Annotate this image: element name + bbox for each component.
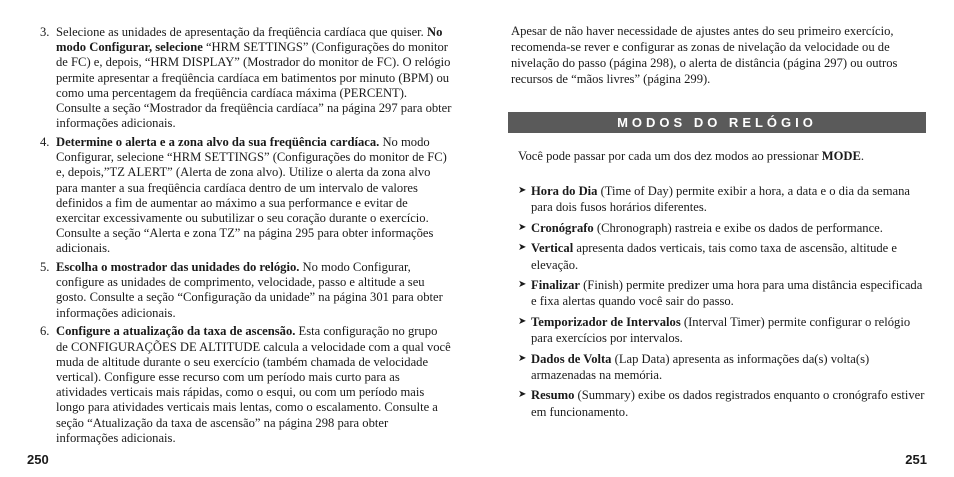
mode-description: (Chronograph) rastreia e exibe os dados de performance. bbox=[593, 220, 883, 235]
mode-name: Resumo bbox=[531, 388, 575, 403]
mode-description: (Interval Timer) permite configurar o relógio para exercícios por intervalos. bbox=[531, 314, 911, 346]
modes-intro-text: Você pode passar por cada um dos dez modos ao pressionar bbox=[518, 149, 822, 163]
mode-item bbox=[518, 387, 928, 420]
setup-steps-list bbox=[40, 25, 452, 449]
mode-description: (Lap Data) apresenta as informações da(s) volta(s) armazenadas na memória. bbox=[531, 351, 870, 383]
mode-description: apresenta dados verticais, tais como taxa de ascensão, altitude e elevação. bbox=[531, 241, 898, 272]
mode-item bbox=[518, 314, 928, 347]
step-number: 6. bbox=[40, 324, 50, 339]
section-title-banner: MODOS DO RELÓGIO bbox=[508, 112, 926, 133]
mode-item bbox=[518, 240, 928, 273]
page-number: 251 bbox=[905, 452, 927, 467]
step-text: Selecione as unidades de apresentação da freqüência cardíaca que quiser. bbox=[56, 25, 427, 39]
step-bold-phrase: No modo Configurar, selecione bbox=[56, 25, 443, 55]
step-number: 3. bbox=[40, 25, 50, 39]
mode-description: (Finish) permite predizer uma hora para uma distância especificada e fixa alertas quando você sair do passo. bbox=[531, 278, 923, 309]
page-number: 250 bbox=[27, 452, 49, 467]
mode-item bbox=[518, 351, 928, 384]
mode-item bbox=[518, 220, 928, 236]
arrow-bullet-icon: ➤ bbox=[518, 279, 527, 291]
arrow-bullet-icon: ➤ bbox=[518, 389, 527, 401]
step-number: 4. bbox=[40, 134, 50, 149]
step-heading: Determine o alerta e a zona alvo da sua freqüência cardíaca. bbox=[56, 134, 380, 149]
step-number: 5. bbox=[40, 260, 50, 275]
step-text: Esta configuração no grupo de CONFIGURAÇÕES DE ALTITUDE calcula a velocidade com a qual você muda de altitude durante o seu exercício (também chamada de velocidade vertical). Configure esse recurso com um período mais curto para as atividades verticais mais rápidas, como o esqui, ou com um período mais longo para atividades verticais mais lentas, como o escalamento. Consulte a seção “Atualização da taxa de ascensão” na página 298 para obter informações adicionais. bbox=[56, 324, 451, 445]
arrow-bullet-icon: ➤ bbox=[518, 185, 527, 196]
right-page bbox=[477, 0, 954, 477]
step-heading: Escolha o mostrador das unidades do relógio. bbox=[56, 260, 300, 275]
mode-button-label: MODE bbox=[821, 149, 861, 163]
arrow-bullet-icon: ➤ bbox=[518, 352, 527, 364]
mode-name: Hora do Dia bbox=[531, 184, 598, 198]
modes-intro-end: . bbox=[860, 149, 865, 163]
intro-paragraph: Apesar de não haver necessidade de ajustes antes do seu primeiro exercício, recomenda-se rever e configurar as zonas de nivelação da velocidade ou de nivelação do passo (página 298), o alerta de distância (página 297) ou outros recursos de “mãos livres” (página 299). bbox=[511, 24, 898, 86]
list-item bbox=[40, 25, 452, 131]
mode-name: Vertical bbox=[531, 241, 574, 256]
list-item bbox=[40, 324, 452, 446]
step-text: No modo Configurar, configure as unidades de comprimento, velocidade, passo e altitude a seu gosto. Consulte a seção “Configuração da unidade” na página 301 para obter informações adicionais. bbox=[56, 260, 443, 320]
mode-description: (Time of Day) permite exibir a hora, a data e o dia da semana para dois fusos horários diferentes. bbox=[531, 184, 910, 215]
list-item bbox=[40, 260, 452, 321]
mode-description: (Summary) exibe os dados registrados enquanto o cronógrafo estiver em funcionamento. bbox=[531, 388, 925, 419]
mode-name: Finalizar bbox=[531, 278, 580, 293]
mode-name: Temporizador de Intervalos bbox=[531, 314, 681, 329]
mode-name: Dados de Volta bbox=[531, 351, 612, 366]
arrow-bullet-icon: ➤ bbox=[518, 242, 527, 254]
mode-name: Cronógrafo bbox=[531, 220, 594, 235]
mode-item bbox=[518, 183, 928, 216]
list-item bbox=[40, 135, 452, 257]
arrow-bullet-icon: ➤ bbox=[518, 221, 527, 233]
step-text-continued: “HRM SETTINGS” (Configurações do monitor de FC) e, depois, “HRM DISPLAY” (Mostrador do monitor de FC). O relógio permite apresentar a freqüência cardíaca em batimentos por minuto (BPM) ou como uma percentagem da freqüência cardíaca máxima (PERCENT). Consulte a seção “Mostrador da freqüência cardíaca” na página 297 para obter informações adicionais. bbox=[56, 40, 452, 131]
step-text: No modo Configurar, selecione “HRM SETTINGS” (Configurações do monitor de FC) e, depois,”TZ ALERT” (Alerta de zona alvo). Utilize o alerta da zona alvo para manter a sua freqüência cardíaca dentro de um intervalo de valores definidos a fim de aumentar ao máximo a sua performance e evitar de exercitar excessivamente ou subutilizar o seu coração durante o exercício. Consulte a seção “Alerta e zona TZ” na página 295 para obter informações adicionais. bbox=[56, 134, 447, 256]
mode-item bbox=[518, 277, 928, 310]
step-heading: Configure a atualização da taxa de ascensão. bbox=[56, 324, 296, 339]
modes-list bbox=[518, 183, 928, 424]
arrow-bullet-icon: ➤ bbox=[518, 315, 527, 327]
modes-intro-paragraph bbox=[518, 148, 928, 164]
